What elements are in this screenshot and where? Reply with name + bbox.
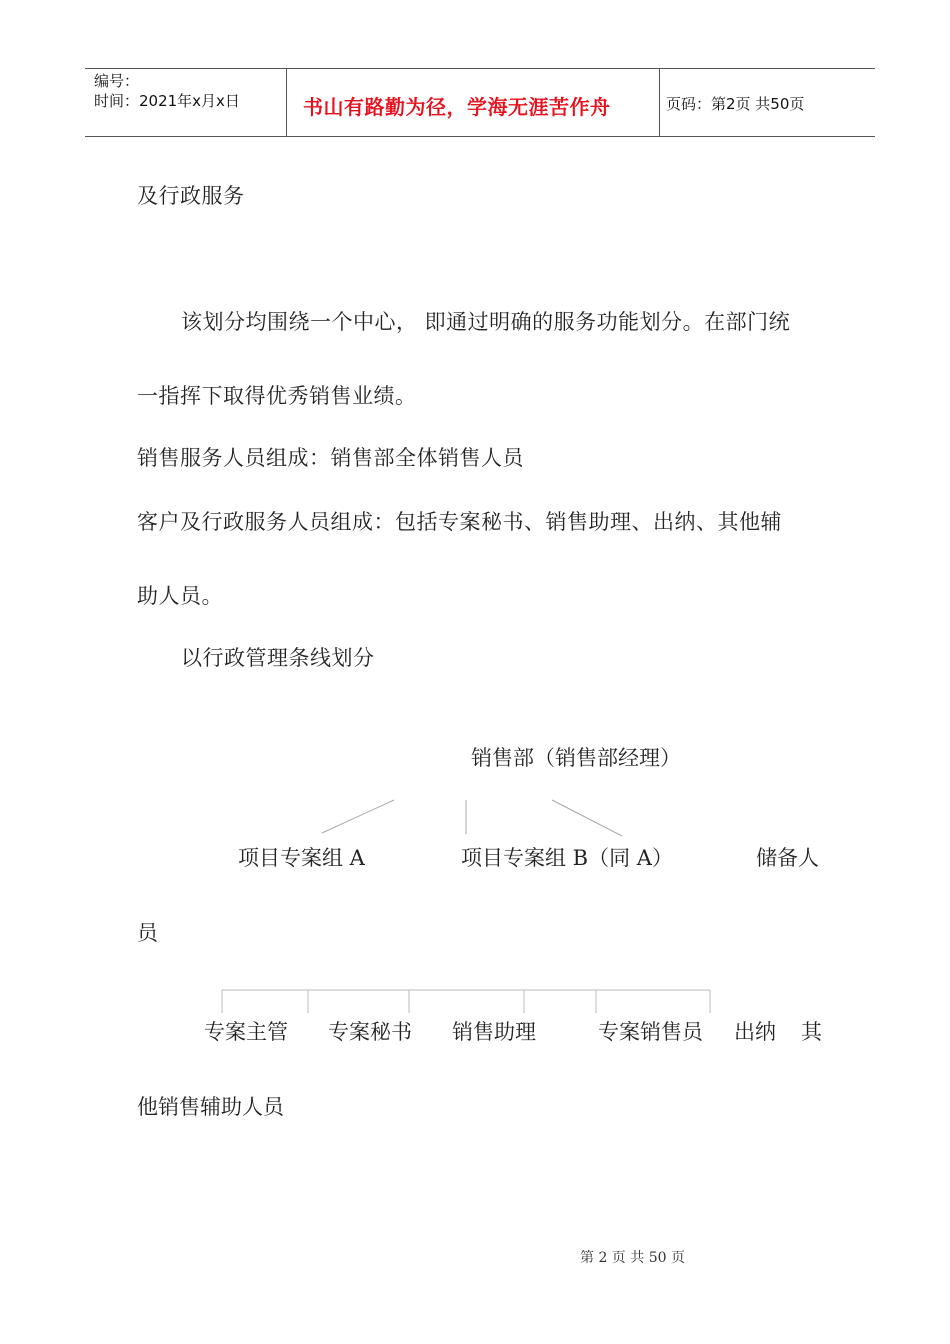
org-reserve-part-2: 员	[137, 921, 158, 945]
org-role-5: 出纳	[734, 1020, 776, 1044]
org-top-node: 销售部（销售部经理）	[471, 746, 681, 770]
org-role-6: 其	[801, 1020, 822, 1044]
paragraph-1-line-1: 该划分均围绕一个中心， 即通过明确的服务功能划分。在部门统	[181, 310, 791, 334]
header-number-label: 编号：	[94, 72, 140, 90]
connector-left	[322, 800, 394, 833]
admin-staff-line-2: 助人员。	[137, 584, 223, 608]
sales-staff-line: 销售服务人员组成：销售部全体销售人员	[137, 446, 524, 470]
header-divider-left	[286, 68, 287, 136]
org-role-3: 销售助理	[452, 1020, 536, 1044]
org-role-4: 专案销售员	[598, 1020, 703, 1044]
org-group-a: 项目专案组 A	[238, 846, 365, 870]
connector-right	[552, 800, 622, 836]
header-divider-right	[659, 68, 660, 136]
org-role-2: 专案秘书	[328, 1020, 412, 1044]
admin-staff-line-1: 客户及行政服务人员组成：包括专案秘书、销售助理、出纳、其他辅	[137, 510, 782, 534]
org-role-1: 专案主管	[204, 1020, 288, 1044]
header-bottom-rule	[85, 136, 875, 137]
paragraph-1-line-2: 一指挥下取得优秀销售业绩。	[137, 384, 417, 408]
footer-page-number: 第 2 页 共 50 页	[580, 1250, 685, 1266]
org-reserve-part-1: 储备人	[756, 846, 819, 870]
section-title: 以行政管理条线划分	[181, 646, 375, 670]
header-date-label: 时间：2021年x月x日	[94, 92, 240, 110]
header-top-rule	[85, 68, 875, 69]
header-motto: 书山有路勤为径，学海无涯苦作舟	[303, 95, 611, 119]
body-line-1: 及行政服务	[137, 184, 245, 208]
header-page-label: 页码：第2页 共50页	[666, 95, 805, 113]
org-roles-tail: 他销售辅助人员	[137, 1095, 284, 1119]
org-group-b: 项目专案组 B（同 A）	[461, 846, 673, 870]
